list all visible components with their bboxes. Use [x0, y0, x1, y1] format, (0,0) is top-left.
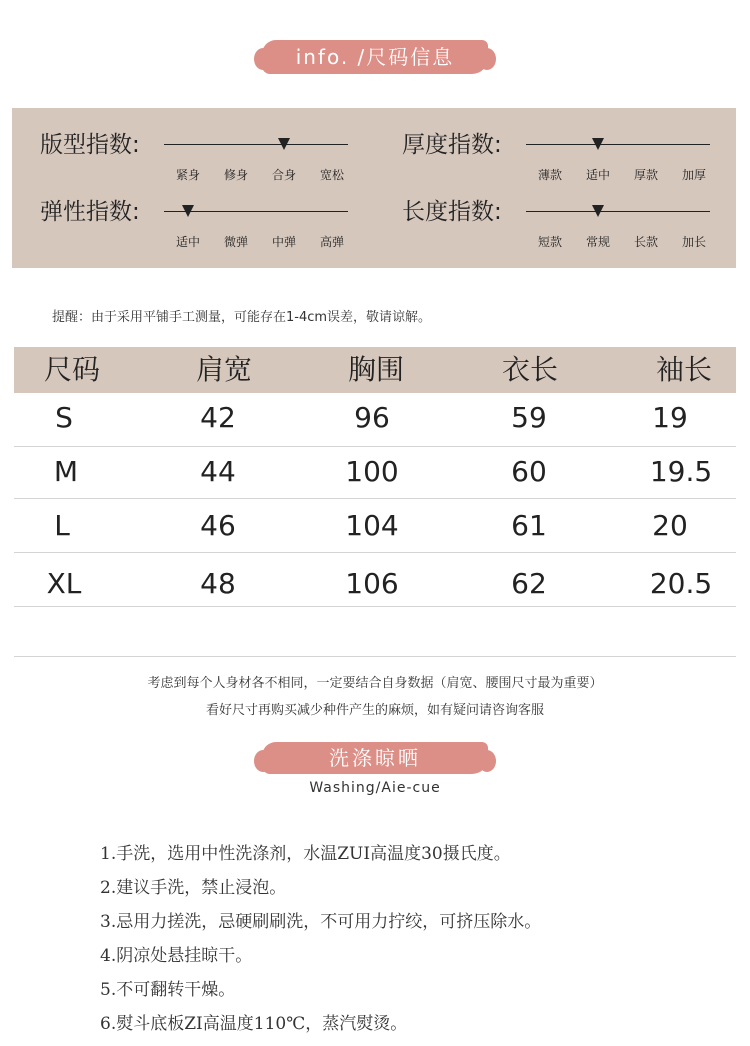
- table-cell: 20.5: [649, 567, 713, 600]
- index-option: 微弹: [223, 235, 249, 249]
- index-label: 版型指数:: [40, 132, 140, 158]
- header-cell: 胸围: [347, 353, 405, 386]
- list-item: 1.手洗，选用中性洗涤剂，水温ZUI高温度30摄氏度。: [100, 844, 511, 864]
- header-cell: 尺码: [43, 353, 101, 386]
- table-cell: 48: [200, 567, 236, 600]
- table-cell: 19.5: [649, 455, 713, 488]
- washing-instructions: [100, 842, 541, 1046]
- list-item: 6.熨斗底板ZI高温度110℃，蒸汽熨烫。: [100, 1014, 408, 1034]
- index-option: 长款: [633, 235, 659, 249]
- index-scale-line: [526, 211, 710, 212]
- index-option: 修身: [223, 168, 249, 182]
- table-cell: 20: [652, 509, 688, 542]
- divider: [14, 656, 736, 657]
- table-cell: 60: [511, 455, 547, 488]
- table-cell: 104: [345, 509, 399, 542]
- section-subtitle-washing: Washing/Aie-cue: [309, 780, 441, 796]
- list-item: 2.建议手洗，禁止浸泡。: [100, 878, 287, 898]
- size-table: [14, 347, 736, 607]
- index-option: 中弹: [271, 235, 297, 249]
- table-row: [14, 499, 736, 553]
- table-cell: 96: [354, 401, 390, 434]
- section-title-info: info. /尺码信息: [262, 40, 488, 74]
- index-label: 弹性指数:: [40, 199, 140, 225]
- index-marker-icon: [182, 205, 194, 217]
- table-cell: L: [54, 509, 70, 542]
- table-cell: 44: [200, 455, 236, 488]
- index-option: 薄款: [537, 168, 563, 182]
- index-option: 加长: [681, 235, 707, 249]
- list-item: 5.不可翻转干燥。: [100, 980, 236, 1000]
- size-advice-line: 看好尺寸再购买减少种件产生的麻烦，如有疑问请咨询客服: [205, 703, 544, 718]
- table-cell: 42: [200, 401, 236, 434]
- section-title-washing: 洗涤晾晒: [262, 742, 488, 774]
- table-row: [14, 447, 736, 499]
- index-option: 高弹: [319, 235, 345, 249]
- index-scale-line: [526, 144, 710, 145]
- index-marker-icon: [592, 138, 604, 150]
- table-cell: 46: [200, 509, 236, 542]
- index-label: 长度指数:: [402, 199, 502, 225]
- index-marker-icon: [592, 205, 604, 217]
- index-option: 紧身: [175, 168, 201, 182]
- index-label: 厚度指数:: [402, 132, 502, 158]
- table-cell: 106: [345, 567, 399, 600]
- header-cell: 衣长: [501, 353, 559, 386]
- index-option: 加厚: [681, 168, 707, 182]
- index-option: 厚款: [633, 168, 659, 182]
- table-cell: 59: [511, 401, 547, 434]
- size-advice-line: 考虑到每个人身材各不相同，一定要结合自身数据（肩宽、腰围尺寸最为重要）: [147, 676, 603, 691]
- table-header: [14, 347, 736, 393]
- fit-index-panel: [12, 108, 736, 268]
- index-option: 常规: [585, 235, 611, 249]
- table-cell: XL: [46, 567, 82, 600]
- table-cell: 62: [511, 567, 547, 600]
- table-cell: 100: [345, 455, 399, 488]
- table-row: [14, 553, 736, 607]
- list-item: 4.阴凉处悬挂晾干。: [100, 946, 253, 966]
- table-cell: 19: [652, 401, 688, 434]
- index-marker-icon: [278, 138, 290, 150]
- index-scale-line: [164, 144, 348, 145]
- table-cell: M: [53, 455, 79, 488]
- index-option: 宽松: [319, 168, 345, 182]
- measurement-note: 提醒：由于采用平铺手工测量，可能存在1-4cm误差，敬请谅解。: [52, 310, 432, 325]
- table-cell: 61: [511, 509, 547, 542]
- list-item: 3.忌用力搓洗，忌硬刷刷洗，不可用力拧绞，可挤压除水。: [100, 912, 542, 932]
- table-row: [14, 393, 736, 447]
- index-option: 适中: [175, 235, 201, 249]
- header-cell: 袖长: [655, 353, 713, 386]
- table-cell: S: [55, 401, 73, 434]
- index-option: 短款: [537, 235, 563, 249]
- index-option: 合身: [271, 168, 297, 182]
- header-cell: 肩宽: [195, 353, 253, 386]
- index-option: 适中: [585, 168, 611, 182]
